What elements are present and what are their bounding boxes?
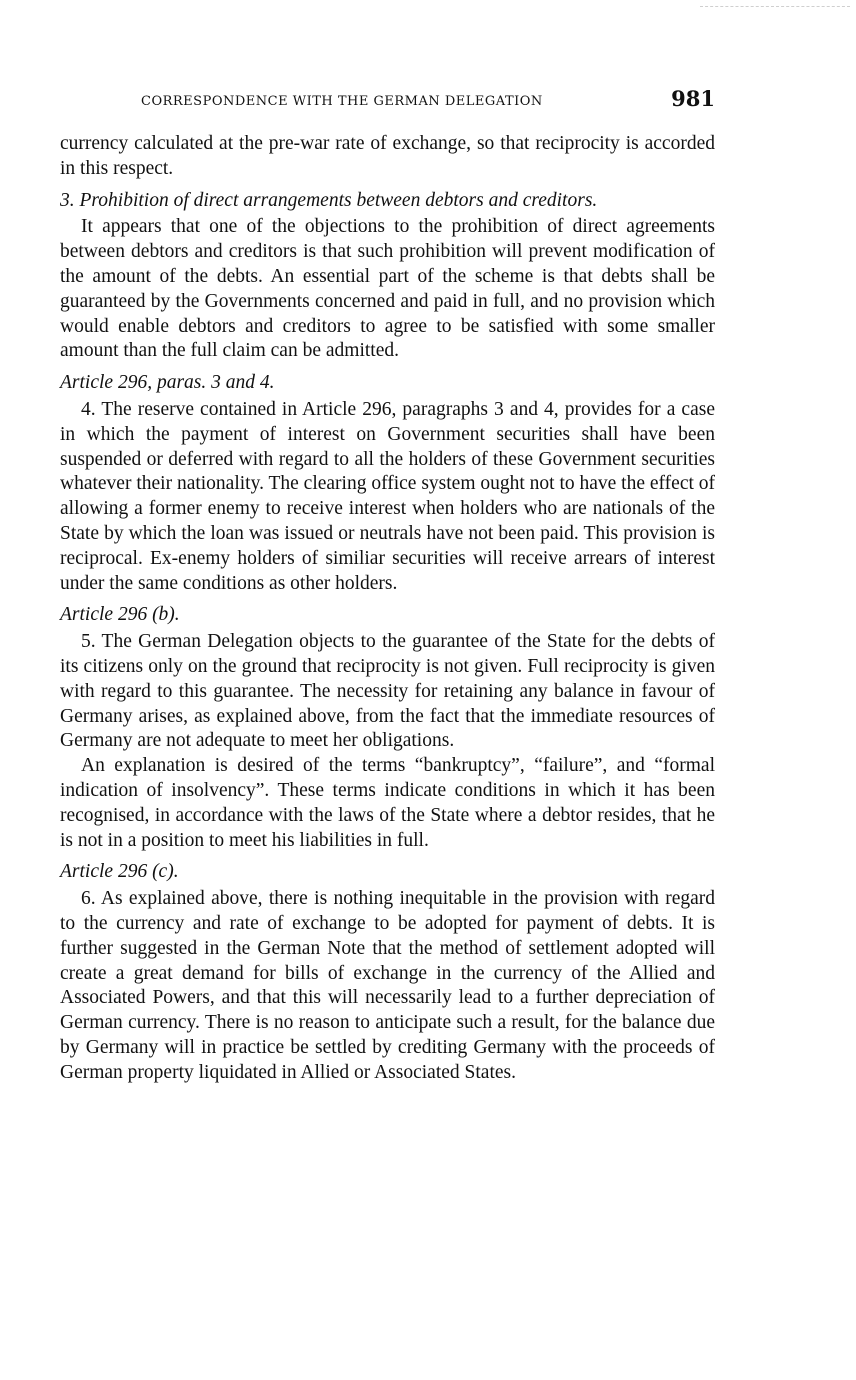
scan-edge-mark	[700, 6, 850, 8]
running-title: CORRESPONDENCE WITH THE GERMAN DELEGATION	[141, 94, 543, 109]
document-page	[60, 86, 715, 1085]
continuation-paragraph: currency calculated at the pre-war rate of exchange, so that reciprocity is accorded in this respect.	[60, 133, 715, 179]
running-header	[60, 86, 715, 116]
section-heading-article-296-paras-3-4: Article 296, paras. 3 and 4.	[60, 372, 275, 394]
section-heading-3: 3. Prohibition of direct arrangements between debtors and creditors.	[60, 189, 598, 211]
paragraph-6: 6. As explained above, there is nothing inequitable in the provision with regard to the currency and rate of exchange to be adopted for payment of debts. It is further suggested in the German Note that the method of settlement adopted will create a great demand for bills of exchange in the currency of the Allied and Associated Powers, and that this will necessarily lead to a further depreciation of German currency. There is no reason to anticipate such a result, for the balance due by Germany will in practice be settled by crediting Germany with the proceeds of German property liquidated in Allied or Associated States.	[60, 888, 715, 1083]
section-heading-article-296-c: Article 296 (c).	[60, 861, 179, 883]
paragraph-3: It appears that one of the objections to the prohibition of direct agreements between debtors and creditors is that such prohibition will prevent modification of the amount of the debts. An essential part of the scheme is that debts shall be guaranteed by the Governments concerned and paid in full, and no provision which would enable debtors and creditors to agree to be satisfied with some smaller amount than the full claim can be admitted.	[60, 216, 715, 362]
page-number: 981	[671, 86, 715, 111]
paragraph-4: 4. The reserve contained in Article 296, paragraphs 3 and 4, provides for a case in which the payment of interest on Government securities shall have been suspended or deferred with regard to all the holders of these Government securities whatever their nationality. The clearing office system ought not to have the effect of allowing a former enemy to receive interest when holders who are nationals of the State by which the loan was issued or neutrals have not been paid. This provision is reciprocal. Ex-enemy holders of similiar securities will receive arrears of interest under the same conditions as other holders.	[60, 398, 716, 594]
paragraph-5: 5. The German Delegation objects to the guarantee of the State for the debts of its citizens only on the ground that reciprocity is not given. Full reciprocity is given with regard to this guarantee. The necessity for retaining any balance in favour of Germany arises, as explained above, from the fact that the immediate resources of Germany are not adequate to meet her obligations.	[60, 631, 715, 752]
section-heading-article-296-b: Article 296 (b).	[60, 604, 180, 626]
paragraph-5-continued: An explanation is desired of the terms “bankruptcy”, “failure”, and “formal indication of insolvency”. These terms indicate conditions in which it has been recognised, in accordance with the laws of the State where a debtor resides, that he is not in a position to meet his liabilities in full.	[60, 755, 715, 851]
